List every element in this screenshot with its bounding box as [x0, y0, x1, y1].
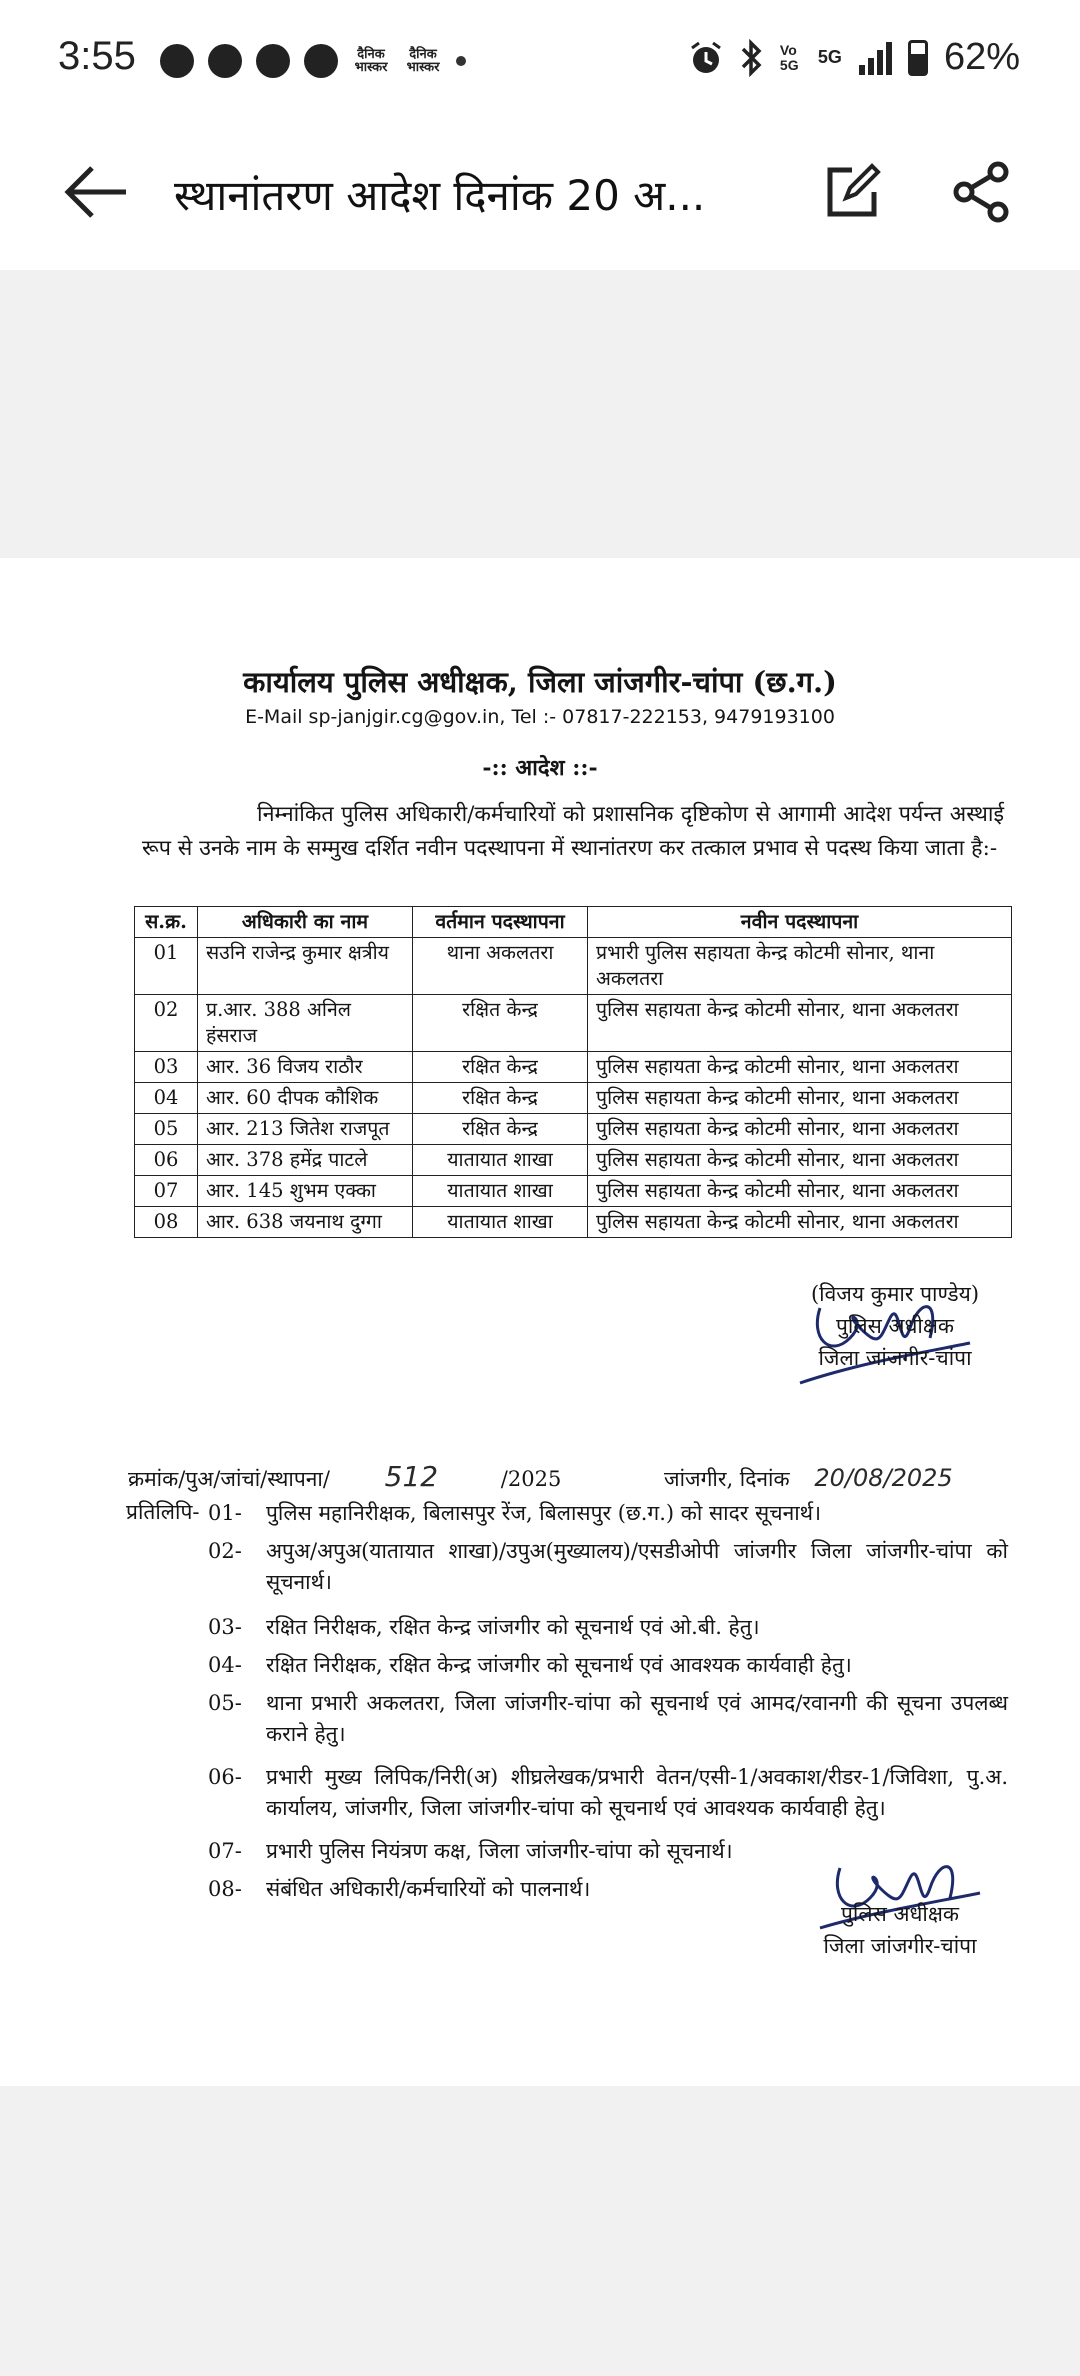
- table-row: [135, 1176, 1012, 1207]
- signatory-designation: पुलिस अधीक्षक: [835, 1314, 955, 1338]
- copy-item-number: 02-: [208, 1539, 242, 1563]
- chat-icon: [208, 44, 242, 78]
- reference-date: 20/08/2025: [814, 1464, 953, 1492]
- cell-current: रक्षित केन्द्र: [413, 995, 588, 1052]
- table-row: [135, 1052, 1012, 1083]
- order-heading: -:: आदेश ::-: [482, 755, 598, 781]
- header-current-posting: वर्तमान पदस्थापना: [413, 907, 588, 938]
- cell-new: पुलिस सहायता केन्द्र कोटमी सोनार, थाना अकलतरा: [588, 1207, 1012, 1238]
- copy-item-text: थाना प्रभारी अकलतरा, जिला जांजगीर-चांपा को सूचनार्थ एवं आमद/रवानगी की सूचना उपलब्ध कराने हेतु।: [266, 1691, 1008, 1746]
- cell-serial: 06: [135, 1145, 198, 1176]
- copy-item-text: प्रभारी मुख्य लिपिक/निरी(अ) शीघ्रलेखक/प्रभारी वेतन/एसी-1/अवकाश/रीडर-1/जिविशा, पु.अ. कार्यालय, जांजगीर, जिला जांजगीर-चांपा को सूचनार्थ एवं आवश्यक कार्यवाही हेतु।: [266, 1765, 1008, 1820]
- bluetooth-icon: [740, 39, 764, 77]
- cell-name: प्र.आर. 388 अनिल हंसराज: [198, 995, 413, 1052]
- signatory-name: (विजय कुमार पाण्डेय): [810, 1282, 980, 1306]
- signatory-district-2: जिला जांजगीर-चांपा: [823, 1934, 977, 1958]
- cell-name: आर. 36 विजय राठौर: [198, 1052, 413, 1083]
- copy-item-text: अपुअ/अपुअ(यातायात शाखा)/उपुअ(मुख्यालय)/एसडीओपी जांजगीर जिला जांजगीर-चांपा को सूचनार्थ।: [266, 1539, 1008, 1594]
- cell-current: रक्षित केन्द्र: [413, 1114, 588, 1145]
- table-row: [135, 1114, 1012, 1145]
- dainik-bhaskar-icon-2: दैनिक भास्कर: [406, 47, 440, 75]
- cell-serial: 07: [135, 1176, 198, 1207]
- cell-new: पुलिस सहायता केन्द्र कोटमी सोनार, थाना अकलतरा: [588, 995, 1012, 1052]
- cell-name: आर. 378 हमेंद्र पाटले: [198, 1145, 413, 1176]
- signature-block-2: [800, 1898, 1000, 1962]
- alarm-icon: [688, 40, 724, 76]
- status-bar: [0, 0, 1080, 120]
- cell-name: आर. 145 शुभम एक्का: [198, 1176, 413, 1207]
- cell-new: पुलिस सहायता केन्द्र कोटमी सोनार, थाना अकलतरा: [588, 1145, 1012, 1176]
- cell-current: रक्षित केन्द्र: [413, 1083, 588, 1114]
- copy-item-text: संबंधित अधिकारी/कर्मचारियों को पालनार्थ।: [266, 1877, 591, 1901]
- app-bar: [0, 120, 1080, 270]
- copy-item-number: 05-: [208, 1691, 242, 1715]
- copy-item-number: 08-: [208, 1877, 242, 1901]
- copy-item-text: पुलिस महानिरीक्षक, बिलासपुर रेंज, बिलासपुर (छ.ग.) को सादर सूचनार्थ।: [266, 1501, 822, 1525]
- copy-to-label: प्रतिलिपि-: [126, 1500, 200, 1524]
- reference-number: 512: [384, 1460, 439, 1493]
- cell-serial: 04: [135, 1083, 198, 1114]
- copy-item-number: 01-: [208, 1501, 242, 1525]
- copy-item-text: रक्षित निरीक्षक, रक्षित केन्द्र जांजगीर को सूचनार्थ एवं ओ.बी. हेतु।: [266, 1615, 760, 1639]
- cell-new: पुलिस सहायता केन्द्र कोटमी सोनार, थाना अकलतरा: [588, 1114, 1012, 1145]
- notification-icons: [160, 40, 466, 82]
- battery-percent: 62%: [943, 36, 1020, 78]
- status-time: 3:55: [58, 34, 136, 78]
- cell-current: यातायात शाखा: [413, 1145, 588, 1176]
- copy-item-number: 04-: [208, 1653, 242, 1677]
- cell-new: पुलिस सहायता केन्द्र कोटमी सोनार, थाना अकलतरा: [588, 1083, 1012, 1114]
- back-arrow-icon[interactable]: [62, 162, 132, 222]
- share-icon[interactable]: [950, 160, 1014, 224]
- volte-label: Vo 5G: [779, 41, 799, 73]
- table-row: [135, 938, 1012, 995]
- table-row: [135, 1145, 1012, 1176]
- cell-new: प्रभारी पुलिस सहायता केन्द्र कोटमी सोनार, थाना अकलतरा: [588, 938, 1012, 995]
- battery-icon: [908, 40, 928, 76]
- reference-year: /2025: [500, 1467, 562, 1491]
- cell-serial: 05: [135, 1114, 198, 1145]
- cell-serial: 01: [135, 938, 198, 995]
- copy-item-text: रक्षित निरीक्षक, रक्षित केन्द्र जांजगीर को सूचनार्थ एवं आवश्यक कार्यवाही हेतु।: [266, 1653, 852, 1677]
- whatsapp-icon: [160, 44, 194, 78]
- cell-current: थाना अकलतरा: [413, 938, 588, 995]
- cell-current: यातायात शाखा: [413, 1207, 588, 1238]
- header-name: अधिकारी का नाम: [198, 907, 413, 938]
- table-row: [135, 1083, 1012, 1114]
- cell-serial: 02: [135, 995, 198, 1052]
- viewer-background-top: [0, 270, 1080, 558]
- reference-prefix: क्रमांक/पुअ/जांचां/स्थापना/: [128, 1467, 330, 1491]
- signatory-district: जिला जांजगीर-चांपा: [818, 1346, 972, 1370]
- document-page[interactable]: [0, 558, 1080, 2086]
- telegram-icon: [256, 44, 290, 78]
- cell-current: रक्षित केन्द्र: [413, 1052, 588, 1083]
- cell-serial: 03: [135, 1052, 198, 1083]
- cell-name: सउनि राजेन्द्र कुमार क्षत्रीय: [198, 938, 413, 995]
- copy-item-number: 03-: [208, 1615, 242, 1639]
- copy-item-number: 06-: [208, 1765, 242, 1789]
- order-intro: निम्नांकित पुलिस अधिकारी/कर्मचारियों को प्रशासनिक दृष्टिकोण से आगामी आदेश पर्यन्त अस्थाई रूप से उनके नाम के सम्मुख दर्शित नवीन पदस्थापना में स्थानांतरण कर तत्काल प्रभाव से पदस्थ किया जाता है:-: [142, 802, 1004, 861]
- office-heading: कार्यालय पुलिस अधीक्षक, जिला जांजगीर-चांपा (छ.ग.): [243, 665, 837, 699]
- transfer-table: [134, 906, 1012, 1238]
- cell-new: पुलिस सहायता केन्द्र कोटमी सोनार, थाना अकलतरा: [588, 1052, 1012, 1083]
- cell-name: आर. 638 जयनाथ दुग्गा: [198, 1207, 413, 1238]
- table-header-row: [135, 907, 1012, 938]
- cell-name: आर. 60 दीपक कौशिक: [198, 1083, 413, 1114]
- header-serial: स.क्र.: [135, 907, 198, 938]
- table-row: [135, 995, 1012, 1052]
- viewer-background-bottom: [0, 2086, 1080, 2376]
- reference-place-date: जांजगीर, दिनांक: [664, 1467, 790, 1491]
- page-title: स्थानांतरण आदेश दिनांक 20 अ...: [174, 171, 706, 220]
- network-label: 5G: [817, 47, 842, 67]
- cell-name: आर. 213 जितेश राजपूत: [198, 1114, 413, 1145]
- battery-fill: [911, 54, 925, 73]
- signature-block: [790, 1278, 1000, 1374]
- cell-current: यातायात शाखा: [413, 1176, 588, 1207]
- office-contact: E-Mail sp-janjgir.cg@gov.in, Tel :- 07817-222153, 9479193100: [245, 706, 835, 728]
- header-new-posting: नवीन पदस्थापना: [588, 907, 1012, 938]
- more-notifications-dot: [456, 56, 466, 66]
- edit-icon[interactable]: [820, 162, 882, 224]
- signal-icon: [858, 41, 892, 75]
- system-icons: [688, 36, 1020, 79]
- signatory-designation-2: पुलिस अधीक्षक: [840, 1902, 960, 1926]
- youtube-icon: [304, 44, 338, 78]
- table-row: [135, 1207, 1012, 1238]
- copy-item-number: 07-: [208, 1839, 242, 1863]
- cell-serial: 08: [135, 1207, 198, 1238]
- dainik-bhaskar-icon: दैनिक भास्कर: [354, 47, 388, 75]
- reference-line: [128, 1460, 953, 1493]
- cell-new: पुलिस सहायता केन्द्र कोटमी सोनार, थाना अकलतरा: [588, 1176, 1012, 1207]
- copy-item-text: प्रभारी पुलिस नियंत्रण कक्ष, जिला जांजगीर-चांपा को सूचनार्थ।: [266, 1839, 733, 1863]
